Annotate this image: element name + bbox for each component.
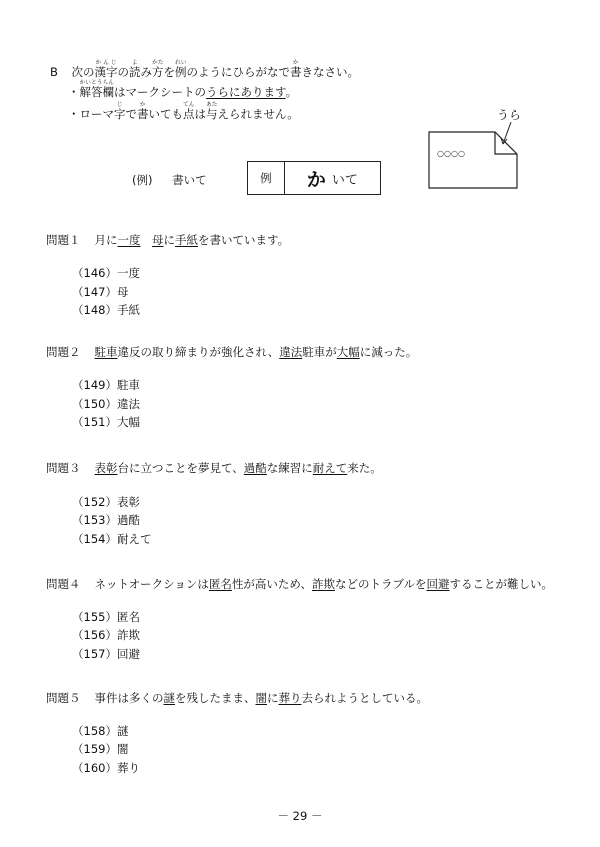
underlined-word: 詐欺 [311, 577, 335, 591]
question-3 [46, 460, 382, 476]
bullet2-text-3: いても [148, 107, 183, 121]
question-sentence [95, 577, 554, 591]
item-text: 一度 [116, 266, 140, 280]
item-text: 匿名 [116, 610, 140, 624]
answer-card-illustration [425, 112, 525, 192]
sentence-segment: 性が高いため、 [231, 577, 312, 591]
instruction-bullet-2 [68, 102, 299, 122]
page-number: － 29 － [277, 809, 323, 823]
question-sentence [95, 691, 429, 705]
instruction-kanji: 書か [290, 60, 302, 79]
question-label: 問題２ [46, 345, 81, 359]
answer-item [72, 377, 140, 393]
question-label: 問題４ [46, 577, 81, 591]
instruction-segment: の [117, 65, 130, 79]
bullet1-text: はマークシートの [114, 85, 206, 99]
item-number: （149） [72, 378, 117, 392]
item-text: 過酷 [116, 513, 140, 527]
sentence-segment: な練習に [266, 461, 313, 475]
question-label: 問題５ [46, 691, 81, 705]
item-number: （157） [72, 647, 117, 661]
underlined-word: 大幅 [336, 345, 360, 359]
bullet2-text-4: は [194, 107, 206, 121]
question-sentence [95, 345, 418, 359]
sentence-segment: 台に立つことを夢見て、 [117, 461, 244, 475]
question-sentence [95, 233, 290, 247]
kanji-kaitouran: 解答欄かいとうらん [79, 80, 114, 99]
item-text: 手紙 [116, 303, 140, 317]
card-back-label: うら [497, 108, 522, 122]
answer-item [72, 609, 140, 625]
answer-item [72, 302, 140, 318]
item-number: （160） [72, 761, 117, 775]
instruction-text [71, 60, 360, 79]
bullet1-end: 。 [285, 85, 298, 99]
sentence-segment: 事件は多くの [94, 691, 164, 705]
section-label: B [50, 65, 58, 79]
item-text: 違法 [116, 397, 140, 411]
example-tag: (例) [132, 173, 153, 187]
answer-item [72, 760, 140, 776]
instruction-kanji: 例れい [175, 60, 187, 79]
example-label [132, 172, 207, 188]
instruction-segment: を [163, 65, 176, 79]
answer-item [72, 414, 140, 430]
item-text: 耐えて [116, 532, 152, 546]
item-number: （155） [72, 610, 117, 624]
question-5 [46, 690, 428, 706]
sentence-segment: することが難しい。 [449, 577, 554, 591]
kanji-kaku: 書か [137, 102, 149, 121]
sentence-segment: に [163, 233, 175, 247]
underlined-word: 闇 [255, 691, 267, 705]
item-number: （150） [72, 397, 117, 411]
sentence-segment: 去られようとしている。 [301, 691, 428, 705]
sentence-segment: を残したまま、 [175, 691, 256, 705]
bullet2-text-5: えられません。 [217, 107, 299, 121]
answer-item [72, 627, 140, 643]
example-box-label: 例 [248, 162, 285, 194]
answer-item [72, 494, 140, 510]
question-1 [46, 232, 289, 248]
card-dots: ○○○○ [437, 149, 465, 158]
sentence-segment: 駐車が [302, 345, 337, 359]
question-4 [46, 576, 553, 592]
instruction-kanji: 読よ [129, 60, 141, 79]
underlined-word: 手紙 [175, 233, 198, 247]
item-number: （146） [72, 266, 117, 280]
answer-item [72, 741, 128, 757]
item-text: 母 [116, 285, 129, 299]
card-arrow-line [503, 122, 511, 144]
underlined-word: 耐えて [312, 461, 348, 475]
item-text: 詐欺 [116, 628, 140, 642]
item-number: （148） [72, 303, 117, 317]
bullet-mark: ・ [68, 85, 80, 99]
sentence-segment: 月に [94, 233, 118, 247]
underlined-word: 表彰 [94, 461, 118, 475]
question-label: 問題１ [46, 233, 81, 247]
kanji-atae: 与あた [206, 102, 218, 121]
answer-item [72, 396, 140, 412]
question-2 [46, 344, 417, 360]
instruction-segment: きなさい。 [301, 65, 360, 79]
sentence-segment: 違反の取り締まりが強化され、 [117, 345, 280, 359]
question-label: 問題３ [46, 461, 81, 475]
answer-item [72, 512, 140, 528]
item-number: （158） [72, 724, 117, 738]
bullet2-text-1: ・ローマ [68, 107, 114, 121]
kanji-ten: 点てん [183, 102, 195, 121]
instruction-bullet-1 [68, 80, 297, 100]
underlined-word: 葬り [278, 691, 302, 705]
item-number: （154） [72, 532, 117, 546]
item-number: （159） [72, 742, 117, 756]
item-text: 駐車 [116, 378, 140, 392]
answer-item [72, 646, 140, 662]
sentence-segment: 来た。 [347, 461, 382, 475]
item-text: 謎 [116, 724, 129, 738]
underlined-word: 駐車 [94, 345, 118, 359]
bullet1-underlined: うらにあります [206, 85, 286, 99]
underlined-word: 匿名 [208, 577, 232, 591]
bullet2-text-2: で [125, 107, 137, 121]
sentence-segment: に減った。 [359, 345, 418, 359]
instruction-kanji: 漢字かんじ [94, 60, 118, 79]
sentence-segment: などのトラブルを [334, 577, 427, 591]
sentence-segment: を書いています。 [198, 233, 290, 247]
item-text: 大幅 [116, 415, 140, 429]
item-number: （156） [72, 628, 117, 642]
example-box-answer [285, 162, 380, 194]
item-number: （147） [72, 285, 117, 299]
item-text: 闇 [116, 742, 129, 756]
answer-item [72, 723, 128, 739]
answer-item [72, 265, 140, 281]
instruction-segment: 次の [71, 65, 95, 79]
example-answer-box [247, 161, 381, 195]
kanji-ji: 字じ [114, 102, 126, 121]
answer-item [72, 531, 151, 547]
underlined-word: 母 [152, 233, 164, 247]
instruction-kanji: 方かた [152, 60, 164, 79]
underlined-word: 過酷 [243, 461, 267, 475]
underlined-word: 謎 [163, 691, 175, 705]
item-number: （153） [72, 513, 117, 527]
item-number: （152） [72, 495, 117, 509]
example-word: 書いて [172, 173, 207, 187]
instruction-heading [50, 60, 359, 80]
instruction-segment: み [140, 65, 153, 79]
underlined-word: 違法 [279, 345, 303, 359]
item-number: （151） [72, 415, 117, 429]
underlined-word: 一度 [117, 233, 141, 247]
instruction-segment: のようにひらがなで [186, 65, 291, 79]
sentence-segment [141, 233, 153, 247]
item-text: 葬り [116, 761, 140, 775]
answer-item [72, 284, 128, 300]
example-answer-rest: いて [331, 172, 358, 188]
item-text: 表彰 [116, 495, 140, 509]
sentence-segment: ネットオークションは [94, 577, 209, 591]
underlined-word: 回避 [426, 577, 450, 591]
question-sentence [95, 461, 382, 475]
example-answer-big: か [306, 168, 326, 191]
item-text: 回避 [116, 647, 140, 661]
sentence-segment: に [267, 691, 279, 705]
